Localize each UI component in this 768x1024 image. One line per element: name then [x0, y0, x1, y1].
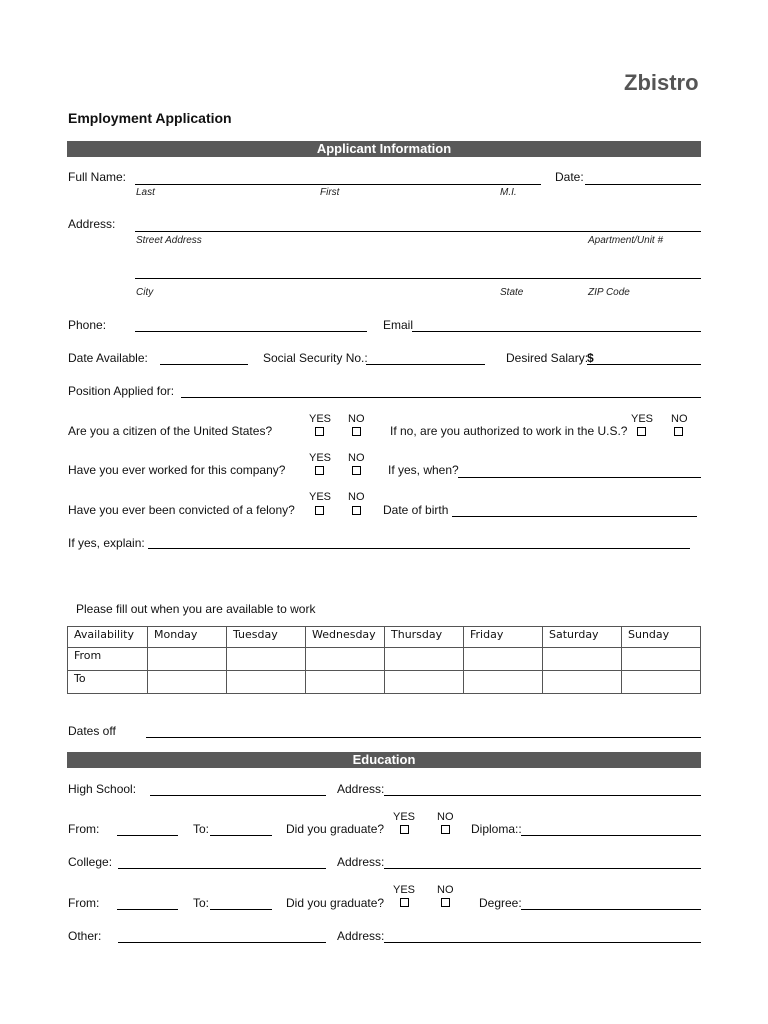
header-availability: Availability	[68, 627, 148, 648]
table-header-row	[68, 627, 701, 648]
citizen-no-checkbox[interactable]	[352, 427, 361, 436]
college-from-input[interactable]	[117, 909, 178, 910]
brand-name: Zbistro	[624, 70, 699, 95]
header-wednesday: Wednesday	[306, 627, 385, 648]
desired-salary-label: Desired Salary:	[506, 351, 589, 365]
dob-input[interactable]	[452, 516, 697, 517]
hs-yes-label: YES	[393, 811, 416, 823]
citizen-no-label: NO	[348, 413, 365, 425]
high-school-label: High School:	[68, 782, 137, 796]
position-input[interactable]	[181, 397, 701, 398]
worked-yes-checkbox[interactable]	[315, 466, 324, 475]
authorized-no-label: NO	[671, 413, 688, 425]
date-input[interactable]	[585, 184, 701, 185]
zip-hint: ZIP Code	[588, 287, 630, 298]
college-graduate-question: Did you graduate?	[286, 896, 385, 910]
date-label: Date:	[555, 170, 584, 184]
authorized-yes-checkbox[interactable]	[637, 427, 646, 436]
to-wednesday-cell[interactable]	[306, 671, 385, 694]
hs-no-label: NO	[437, 811, 454, 823]
to-sunday-cell[interactable]	[622, 671, 701, 694]
authorized-question: If no, are you authorized to work in the U.S.?	[390, 424, 628, 438]
college-to-label: To:	[193, 896, 210, 910]
felony-yes-label: YES	[309, 491, 332, 503]
date-available-label: Date Available:	[68, 351, 148, 365]
last-hint: Last	[136, 187, 155, 198]
high-school-input[interactable]	[150, 795, 326, 796]
email-label: Email	[383, 318, 414, 332]
felony-no-label: NO	[348, 491, 365, 503]
degree-label: Degree:	[479, 896, 522, 910]
table-row	[68, 648, 701, 671]
header-sunday: Sunday	[622, 627, 701, 648]
state-hint: State	[500, 287, 524, 298]
full-name-label: Full Name:	[68, 170, 127, 184]
availability-intro: Please fill out when you are available to work	[76, 602, 316, 616]
dates-off-input[interactable]	[146, 737, 701, 738]
hs-from-input[interactable]	[117, 835, 178, 836]
hs-graduate-yes-checkbox[interactable]	[400, 825, 409, 834]
first-hint: First	[320, 187, 340, 198]
college-graduate-no-checkbox[interactable]	[441, 898, 450, 907]
college-label: College:	[68, 855, 113, 869]
full-name-input[interactable]	[135, 184, 541, 185]
header-friday: Friday	[464, 627, 543, 648]
from-tuesday-cell[interactable]	[227, 648, 306, 671]
city-hint: City	[136, 287, 154, 298]
city-state-zip-input[interactable]	[135, 278, 701, 279]
diploma-label: Diploma::	[471, 822, 522, 836]
street-hint: Street Address	[136, 235, 202, 246]
felony-yes-checkbox[interactable]	[315, 506, 324, 515]
other-label: Other:	[68, 929, 102, 943]
date-available-input[interactable]	[160, 364, 248, 365]
hs-to-input[interactable]	[210, 835, 272, 836]
street-address-input[interactable]	[135, 231, 701, 232]
explain-label: If yes, explain:	[68, 536, 145, 550]
header-monday: Monday	[148, 627, 227, 648]
section-education: Education	[67, 752, 701, 768]
college-to-input[interactable]	[210, 909, 272, 910]
hs-from-label: From:	[68, 822, 100, 836]
college-graduate-yes-checkbox[interactable]	[400, 898, 409, 907]
worked-yes-label: YES	[309, 452, 332, 464]
from-wednesday-cell[interactable]	[306, 648, 385, 671]
authorized-yes-label: YES	[631, 413, 654, 425]
college-from-label: From:	[68, 896, 100, 910]
header-saturday: Saturday	[543, 627, 622, 648]
from-sunday-cell[interactable]	[622, 648, 701, 671]
availability-table	[67, 626, 701, 694]
table-row	[68, 671, 701, 694]
college-address-label: Address:	[337, 855, 385, 869]
to-tuesday-cell[interactable]	[227, 671, 306, 694]
from-friday-cell[interactable]	[464, 648, 543, 671]
college-yes-label: YES	[393, 884, 416, 896]
dates-off-label: Dates off	[68, 724, 116, 738]
to-thursday-cell[interactable]	[385, 671, 464, 694]
position-label: Position Applied for:	[68, 384, 175, 398]
header-thursday: Thursday	[385, 627, 464, 648]
worked-question: Have you ever worked for this company?	[68, 463, 286, 477]
other-address-label: Address:	[337, 929, 385, 943]
felony-question: Have you ever been convicted of a felony?	[68, 503, 295, 517]
college-input[interactable]	[118, 868, 326, 869]
high-school-address-label: Address:	[337, 782, 385, 796]
hs-graduate-no-checkbox[interactable]	[441, 825, 450, 834]
diploma-input[interactable]	[521, 835, 701, 836]
worked-no-label: NO	[348, 452, 365, 464]
dob-label: Date of birth	[383, 503, 449, 517]
ssn-input[interactable]	[366, 364, 485, 365]
row-label-to: To	[68, 671, 148, 694]
from-saturday-cell[interactable]	[543, 648, 622, 671]
mi-hint: M.I.	[500, 187, 517, 198]
other-input[interactable]	[118, 942, 326, 943]
if-yes-when-label: If yes, when?	[388, 463, 459, 477]
other-address-input[interactable]	[384, 942, 701, 943]
apt-hint: Apartment/Unit #	[588, 235, 664, 246]
citizen-question: Are you a citizen of the United States?	[68, 424, 273, 438]
hs-to-label: To:	[193, 822, 210, 836]
header-tuesday: Tuesday	[227, 627, 306, 648]
row-label-from: From	[68, 648, 148, 671]
to-friday-cell[interactable]	[464, 671, 543, 694]
section-applicant-information: Applicant Information	[67, 141, 701, 157]
college-address-input[interactable]	[384, 868, 701, 869]
phone-input[interactable]	[135, 331, 367, 332]
citizen-yes-label: YES	[309, 413, 332, 425]
from-monday-cell[interactable]	[148, 648, 227, 671]
hs-graduate-question: Did you graduate?	[286, 822, 385, 836]
citizen-yes-checkbox[interactable]	[315, 427, 324, 436]
felony-no-checkbox[interactable]	[352, 506, 361, 515]
phone-label: Phone:	[68, 318, 107, 332]
high-school-address-input[interactable]	[384, 795, 701, 796]
salary-prefix: $	[587, 351, 594, 365]
from-thursday-cell[interactable]	[385, 648, 464, 671]
to-monday-cell[interactable]	[148, 671, 227, 694]
worked-no-checkbox[interactable]	[352, 466, 361, 475]
form-title: Employment Application	[68, 110, 232, 126]
college-no-label: NO	[437, 884, 454, 896]
explain-input[interactable]	[148, 548, 690, 549]
degree-input[interactable]	[521, 909, 701, 910]
if-yes-when-input[interactable]	[458, 477, 701, 478]
authorized-no-checkbox[interactable]	[674, 427, 683, 436]
ssn-label: Social Security No.:	[263, 351, 368, 365]
to-saturday-cell[interactable]	[543, 671, 622, 694]
email-input[interactable]	[412, 331, 701, 332]
desired-salary-input[interactable]	[587, 364, 701, 365]
address-label: Address:	[68, 217, 116, 231]
